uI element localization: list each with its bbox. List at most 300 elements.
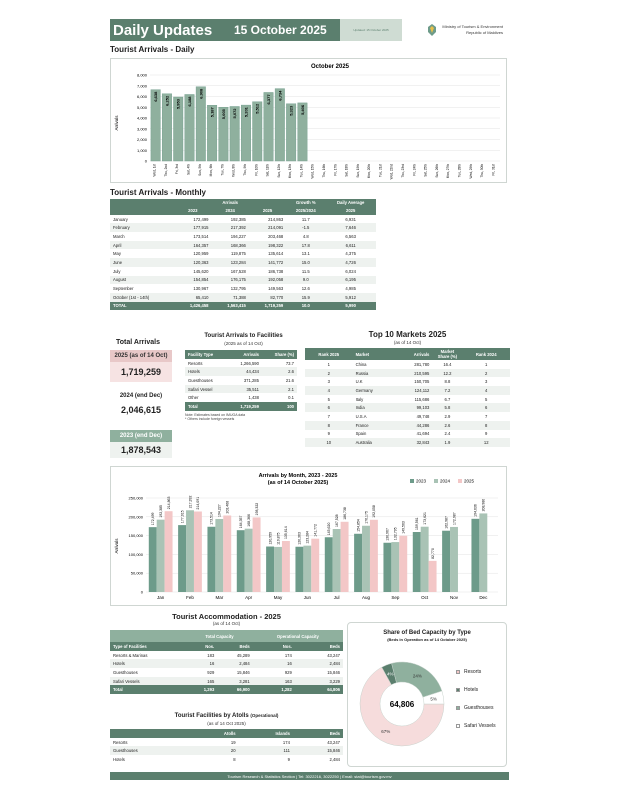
bed-share-subtitle: (Beds in Operation as of 14 October 2025) <box>387 637 467 642</box>
value-cell: 71,388 <box>212 293 249 302</box>
market-cell: 3 <box>327 379 330 385</box>
legend-swatch <box>410 479 414 483</box>
daily-y-label: Arrivals <box>114 115 119 131</box>
accommodation-cell: 165 <box>186 677 217 686</box>
market-cell: 2.4 <box>444 431 451 437</box>
atoll-row <box>110 746 343 755</box>
monthly-bar-label: 168,366 <box>246 514 251 527</box>
monthly-bar <box>442 531 450 592</box>
daily-bar-label: 6,377 <box>266 94 272 105</box>
avg-sub-header: 2025 <box>325 206 376 215</box>
kpi-2024-value: 2,046,615 <box>110 402 172 418</box>
monthly-row <box>110 232 376 241</box>
monthly-row <box>110 241 376 250</box>
value-cell: 194,227 <box>230 233 246 239</box>
ministry-block <box>402 19 507 41</box>
year-2025-header: 2025 <box>249 206 286 215</box>
daily-y-tick: 6,000 <box>136 94 147 99</box>
market-cell: 5 <box>485 396 488 402</box>
value-cell: 119,875 <box>231 251 246 257</box>
market-cell: 1 <box>485 361 488 367</box>
facility-row <box>185 376 297 385</box>
daily-x-tick: Sat, 18th <box>344 164 349 177</box>
daily-x-tick: Sat, 11th <box>265 164 270 177</box>
monthly-bar <box>274 547 282 592</box>
monthly-bar-label: 192,058 <box>372 505 377 518</box>
monthly-bar <box>311 539 319 592</box>
report-date: 15 October 2025 <box>234 23 327 37</box>
accommodation-subtitle: (as of 14 Oct) <box>212 621 241 626</box>
monthly-bar <box>194 512 202 592</box>
daily-x-tick: Tue, 28th <box>457 164 462 178</box>
pie-legend-item <box>456 699 496 717</box>
legend-swatch <box>458 479 462 483</box>
market-cell: 8.8 <box>444 379 451 385</box>
monthly-bar <box>157 520 165 592</box>
month-cell: September <box>113 286 134 292</box>
value-cell: 82,770 <box>249 293 286 302</box>
monthly-y-tick: 50,000 <box>130 570 143 576</box>
daily-y-tick: 8,000 <box>136 72 147 78</box>
market-cell: 4 <box>462 386 510 395</box>
monthly-bar <box>165 511 173 592</box>
emblem-icon <box>426 23 438 37</box>
legend-swatch <box>456 688 460 692</box>
monthly-x-tick: Nov <box>449 595 459 600</box>
value-cell: 176,175 <box>212 276 249 285</box>
market-row <box>305 430 510 439</box>
growth-sub-header: 2025/2024 <box>286 206 325 215</box>
monthly-table-wrap <box>110 199 376 310</box>
value-cell: 154,854 <box>174 276 211 285</box>
daily-bar-label: 6,908 <box>198 88 204 99</box>
market-cell: 210,595 <box>394 369 432 378</box>
monthly-bar-label: 162,987 <box>444 516 449 529</box>
market-cell: 41,694 <box>416 431 430 437</box>
daily-x-tick: Wed, 29th <box>468 164 473 179</box>
value-cell: 168,366 <box>212 241 249 250</box>
facility-cell: 44,434 <box>228 367 262 376</box>
value-cell: 15.0 <box>286 258 325 267</box>
monthly-x-tick: Mar <box>215 595 224 600</box>
accommodation-cell: 16 <box>253 659 295 668</box>
accommodation-row <box>110 668 343 677</box>
daily-y-tick: 1,000 <box>136 147 147 153</box>
daily-x-tick: Wed, 1st <box>152 164 157 177</box>
market-row <box>305 360 510 369</box>
monthly-x-tick: Apr <box>245 595 253 600</box>
legend-swatch <box>456 724 460 728</box>
facility-cell: 0.1 <box>288 395 294 401</box>
value-cell: 214,863 <box>268 216 284 222</box>
market-cell: 115,686 <box>414 396 430 402</box>
atoll-cell: Resorts <box>113 739 128 745</box>
market-cell: Spain <box>355 431 367 437</box>
monthly-bar <box>399 536 407 592</box>
atoll-cell: 43,247 <box>327 739 340 745</box>
market-cell: France <box>353 421 394 430</box>
monthly-bar-label: 208,980 <box>481 498 486 512</box>
month-cell: April <box>110 241 174 250</box>
daily-chart <box>110 58 507 183</box>
monthly-bar-label: 217,392 <box>188 495 193 509</box>
value-cell: 17.8 <box>286 241 325 250</box>
monthly-bar-label: 172,987 <box>452 512 457 525</box>
legend-label: Resorts <box>464 669 482 675</box>
monthly-y-tick: 0 <box>140 589 143 595</box>
monthly-bar <box>237 530 245 592</box>
monthly-bar <box>429 561 437 592</box>
monthly-x-tick: Sep <box>391 595 400 600</box>
kpi-2025-label: 2025 (as of 14 Oct) <box>110 350 172 362</box>
daily-bar-label: 5,512 <box>254 103 260 114</box>
daily-x-tick: Tue, 7th <box>220 164 225 176</box>
accommodation-row <box>110 659 343 668</box>
daily-bar-label: 6,734 <box>277 90 283 101</box>
monthly-bar <box>282 541 290 592</box>
monthly-bar-label: 123,284 <box>305 530 310 544</box>
updated-label: Updated: 15 October 2025 <box>340 19 402 41</box>
value-cell: 173,514 <box>193 233 209 239</box>
monthly-bar-label: 192,385 <box>158 505 163 518</box>
market-cell: Germany <box>353 386 394 395</box>
facility-arrivals-header: Arrivals <box>228 350 262 359</box>
month-cell: January <box>113 216 128 222</box>
monthly-row <box>110 258 376 267</box>
markets-table-wrap <box>305 348 510 447</box>
atoll-cell: 19 <box>230 739 236 745</box>
market-cell: 6 <box>305 403 353 412</box>
facilities-table <box>185 350 297 411</box>
facility-cell: Other <box>188 395 199 401</box>
market-cell: 5.8 <box>432 403 462 412</box>
legend-label: Guesthouses <box>464 705 494 711</box>
monthly-x-tick: Feb <box>186 595 194 600</box>
daily-x-tick: Mon, 27th <box>446 164 451 179</box>
facility-total-cell: 100 <box>262 402 297 411</box>
facility-cell: Safari Vessel <box>185 385 228 394</box>
daily-x-tick: Wed, 15th <box>310 164 315 179</box>
daily-x-tick: Thu, 16th <box>322 164 326 178</box>
daily-x-tick: Fri, 24th <box>412 164 417 176</box>
daily-x-tick: Mon, 20th <box>367 164 372 179</box>
avg-header: Daily Average <box>325 199 376 206</box>
month-cell: June <box>110 258 174 267</box>
monthly-bar <box>391 542 399 592</box>
accommodation-cell: 929 <box>207 669 215 675</box>
facility-type-col: Type of Facilities <box>110 642 186 651</box>
legend-label: 2024 <box>440 478 451 484</box>
monthly-bar-label: 214,863 <box>166 496 171 510</box>
market-cell: 32,843 <box>394 438 432 447</box>
operational-capacity-header: Operational Capacity <box>253 630 343 642</box>
monthly-bar <box>370 520 378 592</box>
total-capacity-header: Total Capacity <box>186 630 253 642</box>
value-cell: 164,357 <box>174 241 211 250</box>
monthly-bar-label: 173,621 <box>422 512 427 525</box>
market-cell: China <box>355 361 367 367</box>
accommodation-cell: 2,484 <box>217 659 252 668</box>
accommodation-row <box>110 677 343 686</box>
monthly-x-tick: Jun <box>303 595 311 600</box>
daily-x-tick: Fri, 3rd <box>175 164 180 175</box>
atoll-row <box>110 738 343 747</box>
facility-type-header: Facility Type <box>185 350 228 359</box>
facility-cell: 371,285 <box>243 377 259 383</box>
monthly-bar-label: 119,875 <box>276 532 281 545</box>
month-cell: May <box>113 251 121 257</box>
monthly-bar <box>149 527 157 592</box>
islands-col: Islands <box>239 729 293 738</box>
monthly-bar-label: 214,091 <box>196 496 201 510</box>
monthly-bar-label: 173,514 <box>209 512 214 525</box>
atoll-cell: 20 <box>192 746 239 755</box>
monthly-total-row <box>110 302 376 311</box>
daily-x-tick: Mon, 6th <box>209 164 214 177</box>
accommodation-cell: 183 <box>207 652 215 658</box>
monthly-chart-y-label: Arrivals <box>114 538 119 554</box>
atolls-subtitle: (as of 14 Oct 2025) <box>207 721 246 726</box>
market-cell: U.K <box>355 379 363 385</box>
monthly-row <box>110 267 376 276</box>
monthly-bar-label: 177,915 <box>180 510 185 524</box>
daily-x-tick: Thu, 23rd <box>401 164 406 178</box>
monthly-row <box>110 284 376 293</box>
total-nos-col: Nos. <box>186 642 217 651</box>
year-2024-header: 2024 <box>212 206 249 215</box>
legend-swatch <box>456 670 460 674</box>
daily-x-tick: Tue, 14th <box>299 164 304 178</box>
value-cell: 214,091 <box>249 223 286 232</box>
monthly-bar <box>450 527 458 592</box>
monthly-x-tick: Dec <box>479 595 488 600</box>
monthly-x-tick: Jul <box>333 595 340 600</box>
value-cell: 7,646 <box>325 223 376 232</box>
value-cell: 6,024 <box>345 268 356 274</box>
value-cell: 217,392 <box>212 223 249 232</box>
atoll-cell: 8 <box>233 756 236 762</box>
monthly-row <box>110 215 376 224</box>
accommodation-cell: 15,846 <box>236 669 250 675</box>
monthly-bar <box>245 529 253 592</box>
total-cell: 1,426,458 <box>174 302 211 311</box>
monthly-chart-subtitle: (as of 14 October 2025) <box>267 480 329 486</box>
legend-label: 2023 <box>416 478 427 484</box>
market-cell: 49,748 <box>416 413 430 419</box>
monthly-bar-label: 120,363 <box>297 532 302 545</box>
atoll-cell: Guesthouses <box>110 746 192 755</box>
monthly-bar <box>253 517 261 592</box>
year-2023-header: 2023 <box>174 206 211 215</box>
atoll-cell: 15,846 <box>293 746 343 755</box>
month-cell: February <box>110 223 174 232</box>
daily-x-tick: Sat, 4th <box>186 164 191 175</box>
market-cell: 12 <box>462 438 510 447</box>
value-cell: 192,058 <box>249 276 286 285</box>
accommodation-cell: Resorts & Marinas <box>113 652 148 658</box>
monthly-bar <box>333 529 341 592</box>
daily-x-tick: Thu, 2nd <box>163 164 168 177</box>
monthly-chart-title: Arrivals by Month, 2023 - 2025 <box>258 473 338 479</box>
value-cell: 6,931 <box>345 216 356 222</box>
value-cell: 11.5 <box>301 268 310 274</box>
markets-subtitle: (as of 14 Oct) <box>393 340 422 345</box>
daily-chart-title: October 2025 <box>310 64 350 70</box>
kpi-2023-label: 2023 (end Dec) <box>110 430 172 442</box>
atoll-cell: 111 <box>239 746 293 755</box>
value-cell: 203,468 <box>268 233 284 239</box>
value-cell: 6,195 <box>325 276 376 285</box>
monthly-bar-label: 198,322 <box>254 502 259 516</box>
accommodation-table-wrap <box>110 630 343 694</box>
bed-share-donut <box>352 649 452 759</box>
facilities-note-2: * Others include foreign vessels <box>185 416 235 421</box>
accommodation-total-row <box>110 685 343 694</box>
market-cell: 44,286 <box>394 421 432 430</box>
monthly-bar-label: 176,175 <box>364 511 369 524</box>
monthly-row <box>110 249 376 258</box>
monthly-bar <box>266 547 274 592</box>
daily-x-tick: Thu, 9th <box>242 164 247 176</box>
daily-y-tick: 2,000 <box>136 137 147 142</box>
facility-cell: 21.6 <box>285 377 294 383</box>
market-cell: 2.6 <box>432 421 462 430</box>
daily-bar-label: 5,187 <box>209 107 215 118</box>
atoll-cell: Hotels <box>113 756 125 762</box>
facility-cell: 2.1 <box>262 385 297 394</box>
market-cell: 281,780 <box>414 361 430 367</box>
atoll-cell: 2,484 <box>329 756 340 762</box>
market-cell: 2 <box>462 369 510 378</box>
value-cell: 9.0 <box>286 276 325 285</box>
accommodation-cell: Guesthouses <box>113 669 138 675</box>
value-cell: 186,738 <box>268 268 284 274</box>
market-cell: 2 <box>305 369 353 378</box>
value-cell: 167,528 <box>230 268 246 274</box>
daily-bar-label: 6,252 <box>164 95 170 106</box>
monthly-bar <box>303 546 311 592</box>
pie-legend-item <box>456 681 496 699</box>
monthly-x-tick: Jan <box>157 595 165 600</box>
daily-bar-label: 5,406 <box>299 104 305 115</box>
monthly-bar-label: 194,636 <box>473 504 478 517</box>
accommodation-cell: 43,247 <box>327 652 340 658</box>
accommodation-cell: 174 <box>284 652 292 658</box>
market-cell: 150,705 <box>414 379 430 385</box>
monthly-x-tick: May <box>273 595 283 600</box>
accommodation-cell: 15,846 <box>327 669 340 675</box>
value-cell: 4,375 <box>345 251 356 257</box>
month-cell: March <box>113 233 125 239</box>
footer-bar: Tourism Research & Statistics Section | Tel: 3022216, 3022250 | Email: stat@tourism.gov.mv <box>110 772 509 780</box>
market-cell: 7 <box>485 413 488 419</box>
market-cell: 1 <box>327 361 330 367</box>
value-cell: 172,499 <box>193 216 209 222</box>
pie-legend-item <box>456 663 496 681</box>
market-cell: Italy <box>355 396 364 402</box>
facility-row <box>185 359 297 368</box>
market-cell: India <box>353 403 394 412</box>
market-row <box>305 403 510 412</box>
daily-x-tick: Wed, 8th <box>231 164 236 177</box>
bed-share-legend <box>456 663 496 735</box>
market-cell: 3 <box>485 379 488 385</box>
market-row <box>305 369 510 378</box>
value-cell: 5,912 <box>325 293 376 302</box>
value-cell: 123,284 <box>212 258 249 267</box>
value-cell: 11.7 <box>301 216 310 222</box>
monthly-bar <box>223 515 231 592</box>
rank-2025-header: Rank 2025 <box>305 348 353 360</box>
accommodation-cell: 3,281 <box>217 677 252 686</box>
accommodation-cell: 2,484 <box>295 659 343 668</box>
monthly-bar-label: 167,528 <box>334 514 339 528</box>
daily-bar-label: 5,072 <box>232 108 238 119</box>
facility-total-cell: 1,719,259 <box>228 402 262 411</box>
market-cell: 124,112 <box>394 386 432 395</box>
facilities-subtitle: (2025 as of 14 Oct) <box>224 341 263 346</box>
market-row <box>305 395 510 404</box>
daily-y-tick: 5,000 <box>136 104 147 110</box>
monthly-bar <box>413 532 421 592</box>
value-cell: 6,611 <box>325 241 376 250</box>
monthly-bar <box>215 519 223 592</box>
daily-x-tick: Sun, 5th <box>197 164 202 176</box>
monthly-chart <box>110 466 507 606</box>
daily-y-tick: 7,000 <box>136 83 147 89</box>
monthly-y-tick: 150,000 <box>128 533 143 539</box>
monthly-bar-label: 145,620 <box>327 522 332 536</box>
market-cell: 12.2 <box>432 369 462 378</box>
value-cell: 120,959 <box>193 251 209 257</box>
markets-table <box>305 348 510 447</box>
daily-x-tick: Tue, 21st <box>378 164 383 178</box>
market-row <box>305 377 510 386</box>
total-cell: TOTAL <box>110 302 174 311</box>
accommodation-cell: 45,289 <box>236 652 250 658</box>
month-cell: October (1st - 14th) <box>110 293 174 302</box>
monthly-y-tick: 250,000 <box>128 495 143 501</box>
monthly-bar <box>207 527 215 592</box>
daily-x-tick: Sun, 26th <box>434 164 439 178</box>
daily-bar-label: 6,188 <box>187 96 193 107</box>
monthly-bar <box>325 537 333 592</box>
value-cell: 15.9 <box>286 293 325 302</box>
pie-legend-item <box>456 717 496 735</box>
accommodation-total-cell: 66,900 <box>217 685 252 694</box>
market-row <box>305 438 510 447</box>
value-cell: 13.1 <box>301 251 310 257</box>
facility-share-header: Share (%) <box>262 350 297 359</box>
value-cell: 132,795 <box>230 286 246 292</box>
value-cell: 4,985 <box>345 286 356 292</box>
accommodation-total-cell: 64,806 <box>295 685 343 694</box>
monthly-x-tick: Aug <box>361 595 371 600</box>
market-cell: Australia <box>353 438 394 447</box>
monthly-bar <box>362 526 370 592</box>
daily-bar-label: 6,638 <box>153 91 159 102</box>
atolls-title-text: Tourist Facilities by Atolls <box>174 713 249 719</box>
kpi-2023-value: 1,878,543 <box>110 442 172 458</box>
monthly-bar <box>383 543 391 592</box>
value-cell: 141,772 <box>249 258 286 267</box>
rank-2024-header: Rank 2024 <box>462 348 510 360</box>
total-beds-col: Beds <box>217 642 252 651</box>
market-cell: 9 <box>485 431 488 437</box>
total-cell: 1,563,415 <box>212 302 249 311</box>
monthly-group-header: Arrivals <box>174 199 286 206</box>
monthly-bar <box>471 519 479 592</box>
